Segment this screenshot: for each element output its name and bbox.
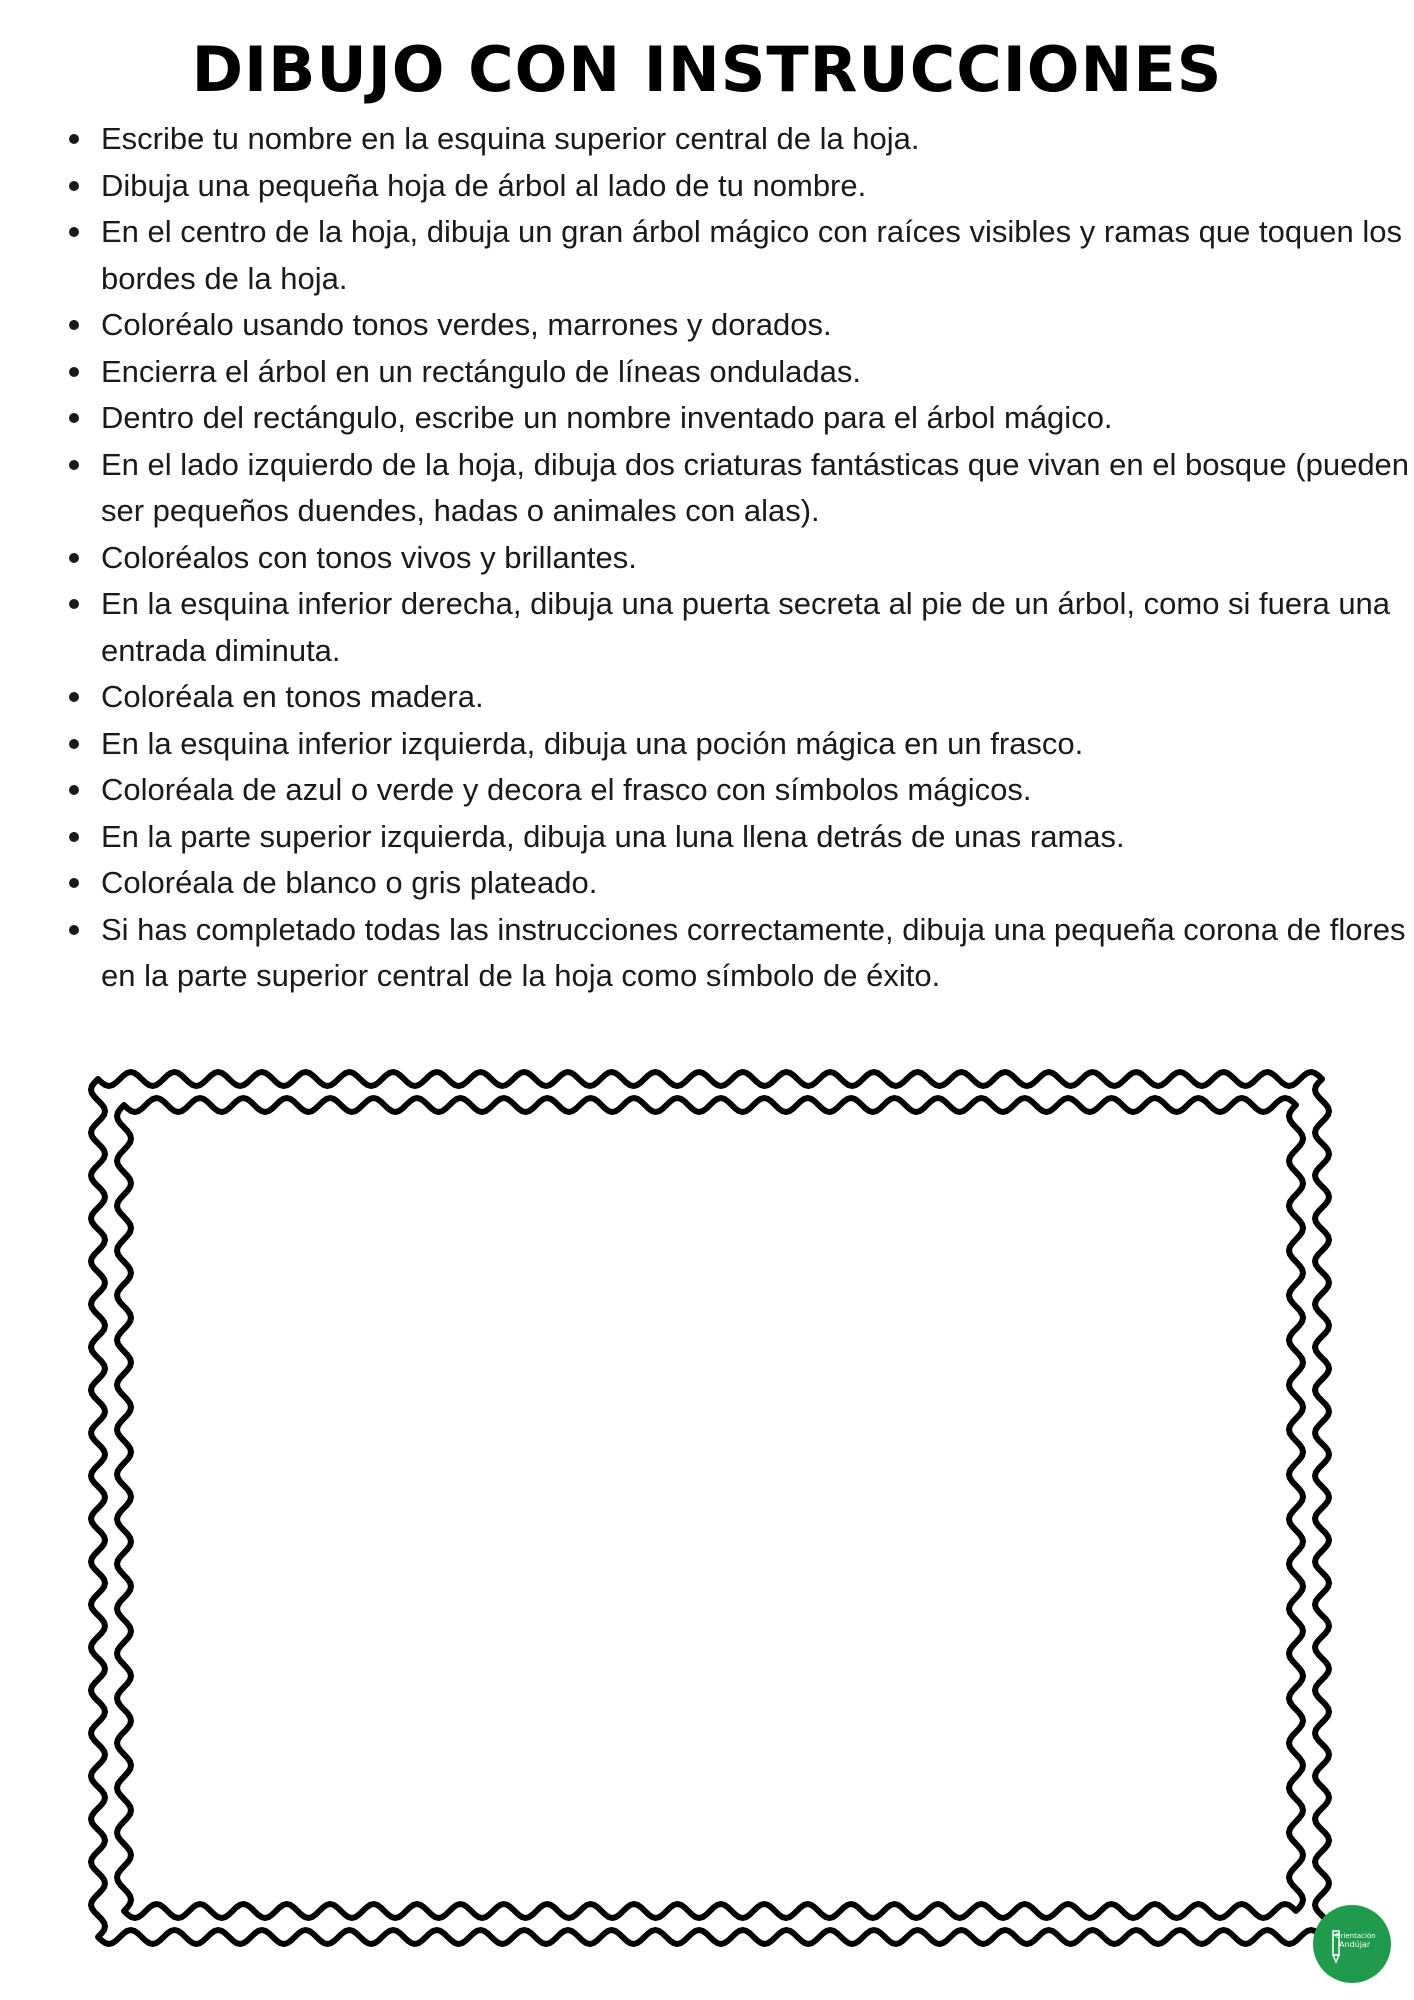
bullet-icon [69,134,79,144]
instruction-text: En el centro de la hoja, dibuja un gran árbol mágico con raíces visibles y ramas que toquen los bordes de la hoja. [101,214,1403,296]
bullet-icon [69,460,79,470]
bullet-icon [69,367,79,377]
bullet-icon [69,320,79,330]
instruction-text: En la esquina inferior derecha, dibuja una puerta secreta al pie de un árbol, como si fuera una entrada diminuta. [101,586,1391,668]
logo-text-top: Orientación [1335,1932,1376,1940]
list-item [101,302,1414,349]
pencil-logo-icon [1313,1905,1391,1983]
list-item [101,814,1414,861]
wavy-frame-icon [86,1065,1334,1952]
list-item [101,535,1414,582]
instruction-text: En la parte superior izquierda, dibuja una luna llena detrás de unas ramas. [101,818,1125,854]
list-item [101,395,1414,442]
bullet-icon [69,785,79,795]
list-item [101,163,1414,210]
list-item [101,349,1414,396]
list-item [101,442,1414,535]
instruction-text: En la esquina inferior izquierda, dibuja una poción mágica en un frasco. [101,725,1084,761]
drawing-area [86,1065,1334,1952]
list-item [101,721,1414,768]
instruction-text: Escribe tu nombre en la esquina superior central de la hoja. [101,121,920,156]
bullet-icon [69,832,79,842]
instruction-text: Coloréala de azul o verde y decora el frasco con símbolos mágicos. [101,772,1032,807]
list-item [101,907,1414,1000]
bullet-icon [69,925,79,935]
logo-text-bottom: Andújar [1339,1940,1371,1949]
list-item [101,860,1414,907]
bullet-icon [69,599,79,609]
instruction-text: Dentro del rectángulo, escribe un nombre inventado para el árbol mágico. [101,400,1113,435]
instruction-text: Coloréalos con tonos vivos y brillantes. [101,539,637,575]
list-item [101,767,1414,814]
instruction-list [58,116,1414,1000]
list-item [101,116,1414,163]
instruction-text: En el lado izquierdo de la hoja, dibuja dos criaturas fantásticas que vivan en el bosque (pueden ser pequeños duendes, hadas o animales con alas). [101,446,1410,528]
instruction-text: Coloréala en tonos madera. [101,679,484,714]
list-item [101,209,1414,302]
list-item [101,581,1414,674]
bullet-icon [69,181,79,191]
bullet-icon [69,553,79,563]
instruction-text: Coloréalo usando tonos verdes, marrones y dorados. [101,307,832,342]
frame-outer-border [91,1072,1329,1944]
page-title: DIBUJO CON INSTRUCCIONES [191,33,1223,106]
instruction-text: Si has completado todas las instrucciones correctamente, dibuja una pequeña corona de flores en la parte superior central de la hoja como símbolo de éxito. [101,911,1406,993]
list-item [101,674,1414,721]
bullet-icon [69,227,79,237]
bullet-icon [69,692,79,702]
bullet-icon [69,413,79,423]
bullet-icon [69,878,79,888]
instruction-text: Dibuja una pequeña hoja de árbol al lado de tu nombre. [101,167,867,203]
instruction-text: Encierra el árbol en un rectángulo de líneas onduladas. [101,353,862,389]
bullet-icon [69,739,79,749]
instruction-text: Coloréala de blanco o gris plateado. [101,865,598,900]
frame-inner-border [117,1098,1303,1918]
